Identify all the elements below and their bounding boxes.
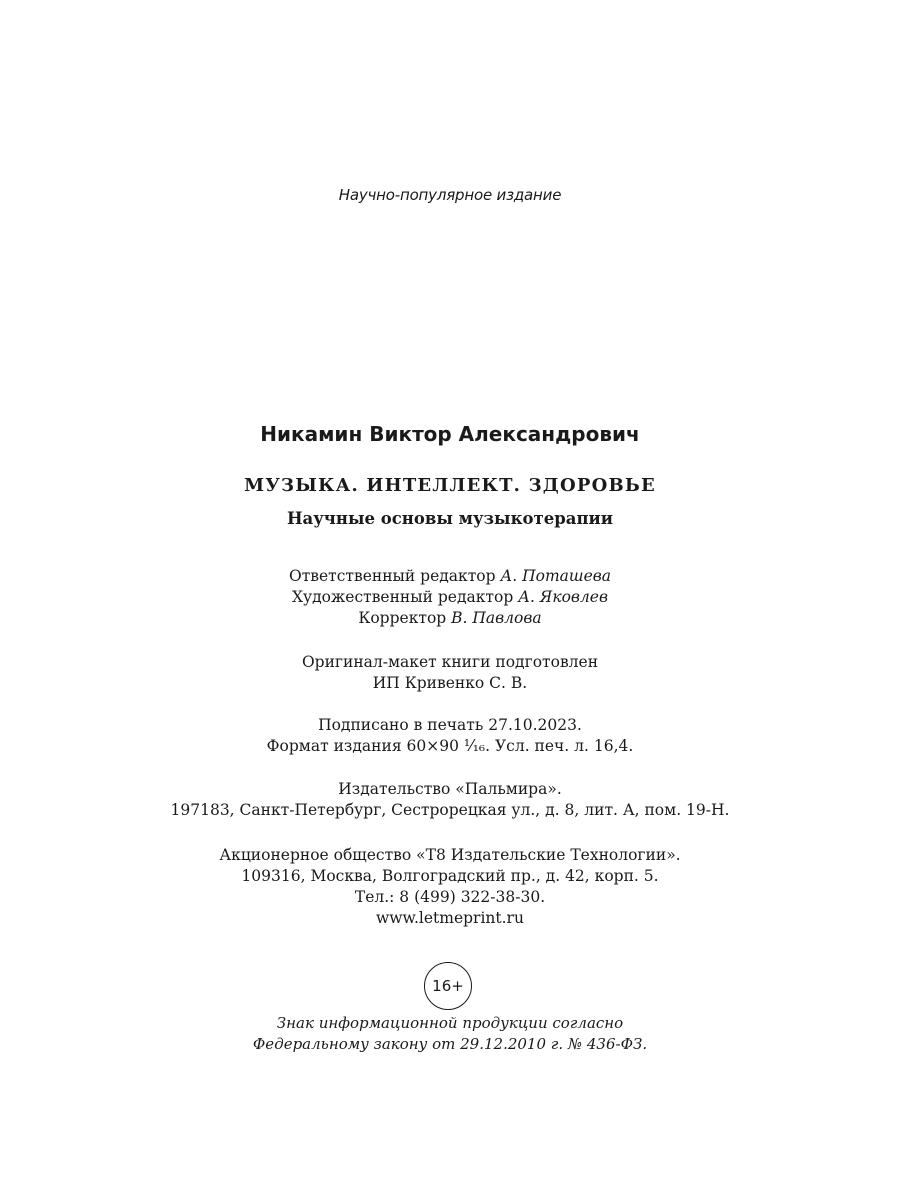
editor-line — [0, 566, 900, 587]
editor-name: А. Поташева — [500, 567, 611, 585]
signed-date: Подписано в печать 27.10.2023. — [318, 716, 582, 734]
printer-name: Акционерное общество «Т8 Издательские Технологии». — [219, 846, 681, 864]
edition-type: Научно-популярное издание — [338, 186, 562, 204]
editor-line — [0, 587, 900, 608]
law-notice — [0, 1013, 900, 1055]
publisher-name: Издательство «Пальмира». — [338, 780, 562, 798]
print-info-block — [0, 715, 900, 757]
age-rating-badge — [424, 962, 472, 1010]
editor-role: Ответственный редактор — [288, 567, 496, 585]
printer-website: www.letmeprint.ru — [376, 909, 524, 927]
author-name: Никамин Виктор Александрович — [260, 422, 640, 446]
editors-block — [0, 566, 900, 629]
layout-block — [0, 652, 900, 694]
law-notice-line: Федеральному закону от 29.12.2010 г. № 436-ФЗ. — [252, 1035, 648, 1053]
editor-name: А. Яковлев — [518, 588, 608, 606]
editor-name: В. Павлова — [451, 609, 542, 627]
layout-author: ИП Кривенко С. В. — [372, 674, 528, 692]
publisher-block — [0, 779, 900, 821]
printer-phone: Тел.: 8 (499) 322-38-30. — [354, 888, 546, 906]
law-notice-line: Знак информационной продукции согласно — [276, 1014, 624, 1032]
book-subtitle: Научные основы музыкотерапии — [286, 509, 614, 528]
printer-address: 109316, Москва, Волгоградский пр., д. 42, корп. 5. — [241, 867, 659, 885]
age-rating-label: 16+ — [432, 977, 464, 995]
editor-role: Художественный редактор — [291, 588, 514, 606]
print-format: Формат издания 60×90 ¹⁄₁₆. Усл. печ. л. 16,4. — [266, 737, 634, 755]
editor-role: Корректор — [358, 609, 447, 627]
layout-line: Оригинал-макет книги подготовлен — [301, 653, 599, 671]
publisher-address: 197183, Санкт-Петербург, Сестрорецкая ул., д. 8, лит. А, пом. 19-Н. — [170, 801, 730, 819]
editor-line — [0, 608, 900, 629]
printer-block — [0, 845, 900, 929]
book-title: МУЗЫКА. ИНТЕЛЛЕКТ. ЗДОРОВЬЕ — [244, 475, 656, 496]
